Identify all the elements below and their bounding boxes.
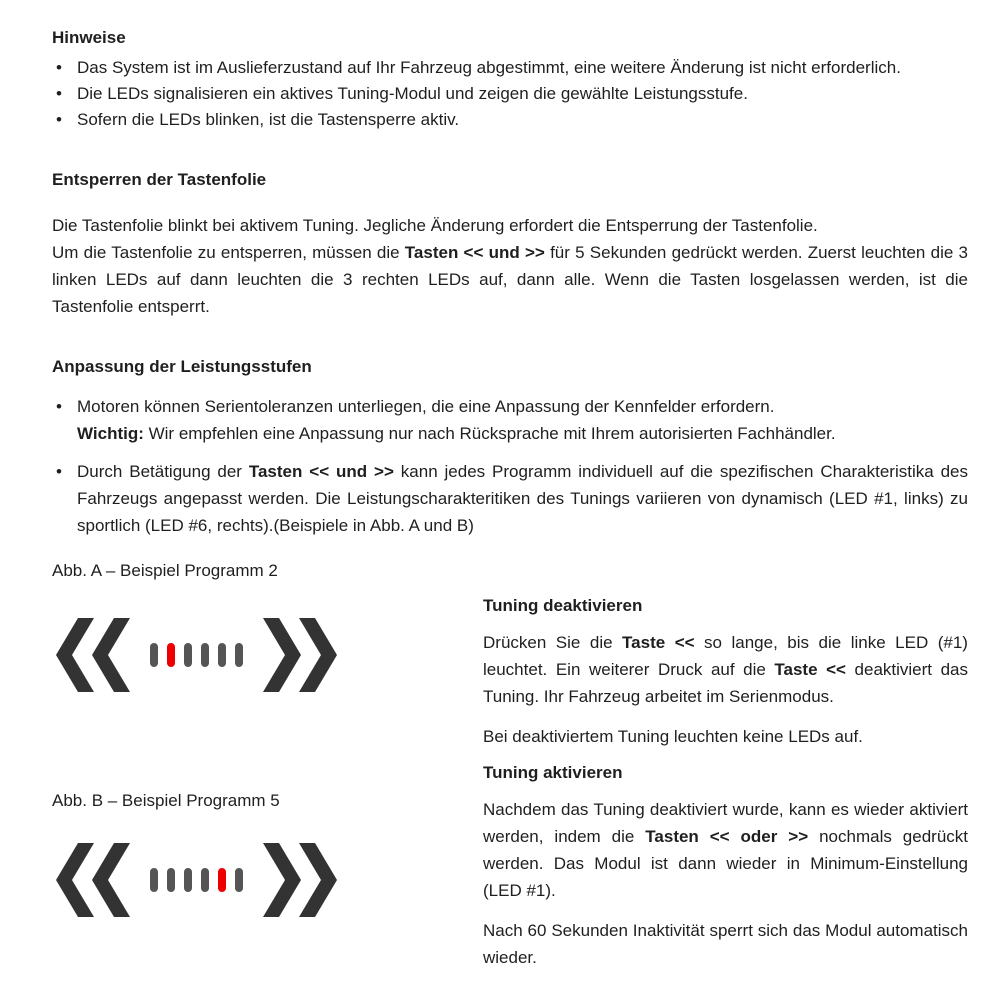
anpassung-title: Anpassung der Leistungsstufen: [52, 357, 312, 376]
anpassung-bullet-1-line-2: Wichtig: Wir empfehlen eine Anpassung nur nach Rücksprache mit Ihrem autorisierten Fachhändler.: [77, 424, 836, 443]
hinweise-bullet-2: • Die LEDs signalisieren ein aktives Tuning-Modul und zeigen die gewählte Leistungsstufe.: [52, 81, 968, 107]
entsperren-paragraph-2: Um die Tastenfolie zu entsperren, müssen die Tasten << und >> für 5 Sekunden gedrückt werden. Zuerst leuchten die 3 linken LEDs auf dann leuchten die 3 rechten LEDs auf, dann alle. Wenn die Tasten losgelassen werden, ist die Tastenfolie entsperrt.: [52, 243, 968, 316]
tuning-aktivieren-paragraph-1: Nachdem das Tuning deaktiviert wurde, kann es wieder aktiviert werden, indem die Tasten << oder >> nochmals gedrückt werden. Das Modul ist dann wieder in Minimum-Einstellung (LED #1).: [483, 800, 968, 900]
double-chevron-left-icon: [56, 843, 130, 917]
led-1-off: [150, 868, 158, 892]
double-chevron-right-icon: [263, 618, 337, 692]
entsperren-title: Entsperren der Tastenfolie: [52, 170, 267, 189]
led-2-off: [167, 868, 175, 892]
led-3-off: [184, 868, 192, 892]
tuning-deaktivieren-paragraph-2: Bei deaktiviertem Tuning leuchten keine LEDs auf.: [483, 727, 863, 746]
led-6-off: [235, 643, 243, 667]
led-3-off: [184, 643, 192, 667]
anpassung-bullet-1: [52, 393, 968, 447]
tuning-deaktivieren-title: Tuning deaktivieren: [483, 596, 643, 615]
figure-a-led-row: [150, 643, 243, 667]
hinweise-bullet-3: • Sofern die LEDs blinken, ist die Tastensperre aktiv.: [52, 107, 968, 133]
tuning-deaktivieren-paragraph-1: Drücken Sie die Taste << so lange, bis die linke LED (#1) leuchtet. Ein weiterer Druck auf die Taste << deaktiviert das Tuning. Ihr Fahrzeug arbeitet im Serienmodus.: [483, 633, 968, 706]
tuning-aktivieren-paragraph-2: Nach 60 Sekunden Inaktivität sperrt sich das Modul automatisch wieder.: [483, 921, 968, 967]
figure-a-caption: Abb. A – Beispiel Programm 2: [52, 561, 278, 580]
double-chevron-left-icon: [56, 618, 130, 692]
figure-a-led-display: [56, 618, 337, 692]
section-hinweise: [52, 28, 968, 133]
section-anpassung: [52, 357, 968, 539]
figure-b-caption: Abb. B – Beispiel Programm 5: [52, 791, 280, 810]
anpassung-bullet-2: • Durch Betätigung der Tasten << und >> kann jedes Programm individuell auf die spezifischen Charakteristika des Fahrzeugs angepasst werden. Die Leistungscharakteritiken des Tunings variieren von dynamisch (LED #1, links) zu sportlich (LED #6, rechts).(Beispiele in Abb. A und B): [52, 458, 968, 539]
figures-and-instructions-area: [52, 540, 968, 975]
led-5-off: [218, 643, 226, 667]
tuning-instructions-column: [483, 596, 968, 984]
entsperren-paragraph-1: Die Tastenfolie blinkt bei aktivem Tuning. Jegliche Änderung erfordert die Entsperrung der Tastenfolie.: [52, 216, 818, 235]
led-1-off: [150, 643, 158, 667]
figure-b-led-display: [56, 843, 337, 917]
hinweise-bullet-1: • Das System ist im Auslieferzustand auf Ihr Fahrzeug abgestimmt, eine weitere Änderung ist nicht erforderlich.: [52, 55, 968, 81]
hinweise-list: [52, 55, 968, 133]
double-chevron-right-icon: [263, 843, 337, 917]
led-4-off: [201, 868, 209, 892]
led-4-off: [201, 643, 209, 667]
anpassung-list: [52, 393, 968, 539]
led-2-active: [167, 643, 175, 667]
anpassung-bullet-1-line-1: • Motoren können Serientoleranzen unterliegen, die eine Anpassung der Kennfelder erfordern.: [77, 397, 775, 416]
section-entsperren: [52, 170, 968, 320]
hinweise-title: Hinweise: [52, 28, 126, 47]
led-6-off: [235, 868, 243, 892]
figure-b-led-row: [150, 868, 243, 892]
tuning-aktivieren-title: Tuning aktivieren: [483, 763, 623, 782]
led-5-active: [218, 868, 226, 892]
